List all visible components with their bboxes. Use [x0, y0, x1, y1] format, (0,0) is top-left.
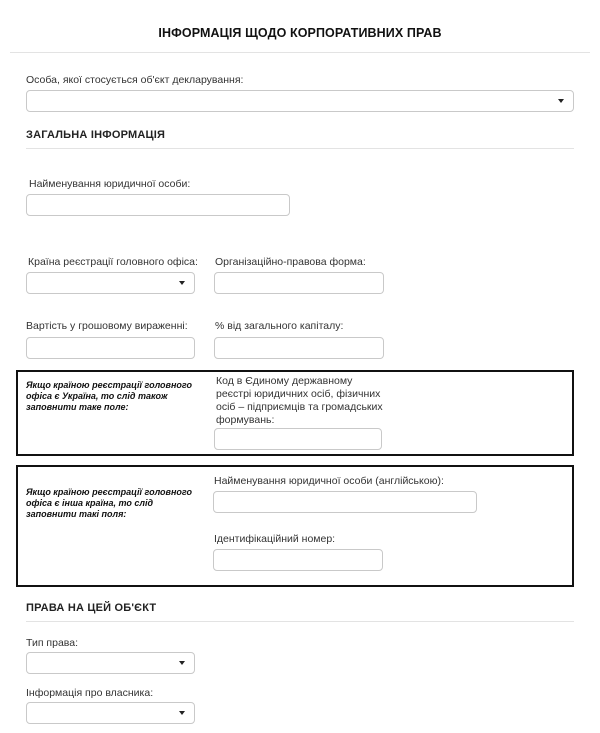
- value-label: Вартість у грошовому вираженні:: [26, 320, 188, 332]
- id-number-input[interactable]: [213, 549, 383, 571]
- percent-input[interactable]: [214, 337, 384, 359]
- country-select[interactable]: [26, 272, 195, 294]
- country-label: Країна реєстрації головного офіса:: [28, 256, 198, 268]
- owner-info-label: Інформація про власника:: [26, 687, 154, 699]
- divider: [10, 52, 590, 53]
- section-rights-heading: ПРАВА НА ЦЕЙ ОБ'ЄКТ: [26, 602, 157, 614]
- legal-form-label: Організаційно-правова форма:: [215, 256, 366, 268]
- section-general-heading: ЗАГАЛЬНА ІНФОРМАЦІЯ: [26, 129, 166, 141]
- owner-info-select[interactable]: [26, 702, 195, 724]
- divider: [26, 621, 574, 622]
- ukraine-box-note: Якщо країною реєстрації головного офіса є Україна, то слід також заповнити таке поле:: [26, 380, 192, 412]
- edrpou-code-label: Код в Єдиному державному реєстрі юридичних осіб, фізичних осіб – підприємців та громадських формувань:: [216, 375, 383, 426]
- chevron-down-icon: [558, 99, 564, 103]
- chevron-down-icon: [179, 281, 185, 285]
- page-title: ІНФОРМАЦІЯ ЩОДО КОРПОРАТИВНИХ ПРАВ: [158, 26, 442, 40]
- name-en-input[interactable]: [213, 491, 477, 513]
- ukraine-registration-box: [16, 370, 574, 456]
- right-type-select[interactable]: [26, 652, 195, 674]
- person-label: Особа, якої стосується об'єкт декларування:: [26, 74, 244, 86]
- name-en-label: Найменування юридичної особи (англійською):: [214, 475, 444, 487]
- percent-label: % від загального капіталу:: [215, 320, 344, 332]
- chevron-down-icon: [179, 711, 185, 715]
- legal-form-input[interactable]: [214, 272, 384, 294]
- id-number-label: Ідентифікаційний номер:: [214, 533, 336, 545]
- edrpou-code-input[interactable]: [214, 428, 382, 450]
- chevron-down-icon: [179, 661, 185, 665]
- legal-name-label: Найменування юридичної особи:: [29, 178, 191, 190]
- legal-name-input[interactable]: [26, 194, 290, 216]
- foreign-box-note: Якщо країною реєстрації головного офіса є інша країна, то слід заповнити такі поля:: [26, 487, 192, 519]
- divider: [26, 148, 574, 149]
- person-select[interactable]: [26, 90, 574, 112]
- right-type-label: Тип права:: [26, 637, 79, 649]
- foreign-registration-box: [16, 465, 574, 587]
- value-input[interactable]: [26, 337, 195, 359]
